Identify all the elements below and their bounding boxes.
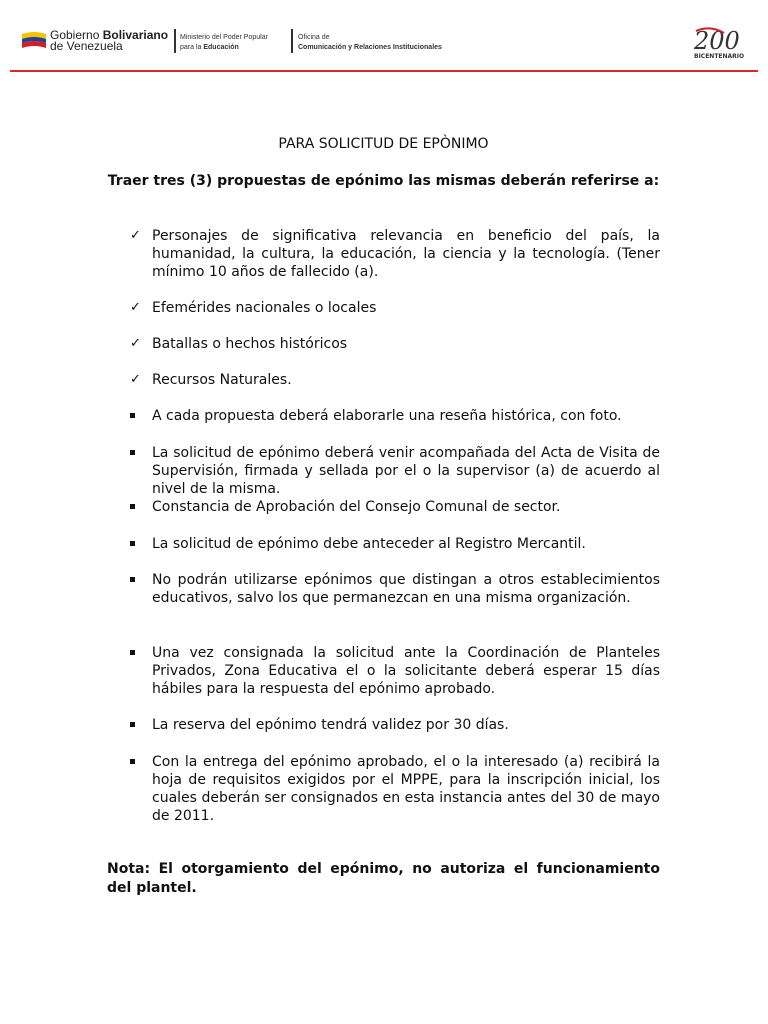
list-item: La solicitud de epónimo debe anteceder al Registro Mercantil.: [152, 536, 586, 552]
list-item: Efemérides nacionales o locales: [152, 300, 377, 316]
note-text: Nota: El otorgamiento del epónimo, no autoriza el funcionamiento del plantel.: [107, 861, 660, 896]
header-divider: [291, 29, 293, 53]
letterhead: [0, 0, 768, 74]
list-item: Una vez consignada la solicitud ante la Coordinación de Planteles Privados, Zona Educativa el o la solicitante deberá esperar 15 días hábiles para la respuesta del epónimo aprobado.: [152, 645, 660, 697]
ministry-name: Ministerio del Poder Popular para la Educación: [180, 34, 268, 51]
header-divider: [174, 29, 176, 53]
office-name: Oficina de Comunicación y Relaciones Institucionales: [298, 34, 442, 51]
list-item: Personajes de significativa relevancia en beneficio del país, la humanidad, la cultura, la educación, la ciencia y la tecnología. (Tener mínimo 10 años de fallecido (a).: [152, 228, 660, 280]
government-name: Gobierno Bolivariano de Venezuela: [50, 28, 169, 53]
document-title: PARA SOLICITUD DE EPÒNIMO: [278, 136, 489, 152]
list-item: Recursos Naturales.: [152, 372, 292, 388]
header-rule: [10, 70, 758, 72]
svg-text:BICENTENARIO: BICENTENARIO: [694, 53, 745, 60]
square-bullet-icon: [130, 504, 135, 509]
list-item: A cada propuesta deberá elaborarle una reseña histórica, con foto.: [152, 408, 622, 424]
square-bullet-icon: [130, 450, 135, 455]
square-bullet-icon: [130, 650, 135, 655]
list-item: No podrán utilizarse epónimos que distingan a otros establecimientos educativos, salvo los que permanezcan en una misma organización.: [152, 572, 660, 606]
square-bullet-icon: [130, 541, 135, 546]
list-item: La solicitud de epónimo deberá venir acompañada del Acta de Visita de Supervisión, firmada y sellada por el o la supervisor (a) de acuerdo al nivel de la misma.: [152, 445, 660, 497]
check-icon: ✓: [130, 228, 141, 243]
list-item: Con la entrega del epónimo aprobado, el o la interesado (a) recibirá la hoja de requisitos exigidos por el MPPE, para la inscripción inicial, los cuales deberán ser consignados en esta instancia antes del 30 de mayo de 2011.: [152, 754, 660, 824]
venezuela-flag-icon: [22, 31, 46, 49]
list-item: Batallas o hechos históricos: [152, 336, 348, 352]
bicentenario-logo: [690, 25, 752, 61]
svg-text:200: 200: [694, 27, 740, 55]
square-bullet-icon: [130, 759, 135, 764]
check-icon: ✓: [130, 372, 141, 387]
check-icon: ✓: [130, 336, 141, 351]
square-bullet-icon: [130, 413, 135, 418]
square-bullet-icon: [130, 722, 135, 727]
list-item: Constancia de Aprobación del Consejo Comunal de sector.: [152, 499, 561, 515]
list-item: La reserva del epónimo tendrá validez por 30 días.: [152, 717, 509, 733]
intro-text: Traer tres (3) propuestas de epónimo las mismas deberán referirse a:: [107, 173, 660, 189]
check-icon: ✓: [130, 300, 141, 315]
square-bullet-icon: [130, 577, 135, 582]
